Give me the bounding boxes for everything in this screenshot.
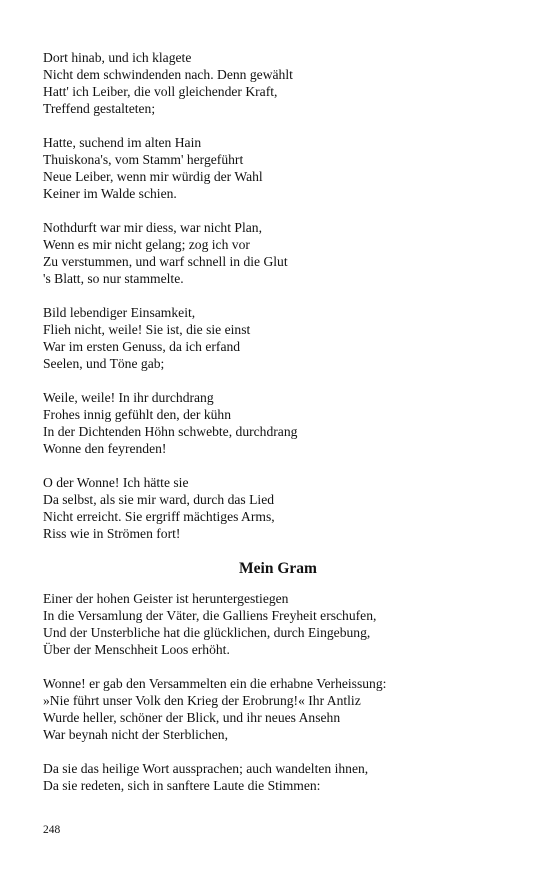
verse-line: Wonne! er gab den Versammelten ein die erhabne Verheissung: <box>43 676 387 691</box>
verse-line: 's Blatt, so nur stammelte. <box>43 271 184 286</box>
verse-line: Hatt' ich Leiber, die voll gleichender Kraft, <box>43 84 278 99</box>
verse-line: Flieh nicht, weile! Sie ist, die sie einst <box>43 322 251 337</box>
verse-line: War beynah nicht der Sterblichen, <box>43 727 228 742</box>
page-body <box>43 49 513 811</box>
stanza <box>43 304 513 372</box>
verse-line: Zu verstummen, und warf schnell in die Glut <box>43 254 288 269</box>
verse-line: Da selbst, als sie mir ward, durch das Lied <box>43 492 275 507</box>
verse-line: Thuiskona's, vom Stamm' hergeführt <box>43 152 244 167</box>
verse-line: Hatte, suchend im alten Hain <box>43 135 202 150</box>
poem-previous-continuation <box>43 49 513 542</box>
stanza <box>43 675 513 743</box>
verse-line: Über der Menschheit Loos erhöht. <box>43 642 230 657</box>
verse-line: Und der Unsterbliche hat die glücklichen, durch Eingebung, <box>43 625 371 640</box>
verse-line: Einer der hohen Geister ist heruntergestiegen <box>43 591 289 606</box>
poem-title: Mein Gram <box>239 560 317 577</box>
stanza <box>43 474 513 542</box>
stanza <box>43 760 513 794</box>
verse-line: War im ersten Genuss, da ich erfand <box>43 339 241 354</box>
page-number: 248 <box>43 824 61 836</box>
stanza <box>43 590 513 658</box>
verse-line: Treffend gestalteten; <box>43 101 156 116</box>
verse-line: Da sie redeten, sich in sanftere Laute die Stimmen: <box>43 778 321 793</box>
verse-line: Wenn es mir nicht gelang; zog ich vor <box>43 237 250 252</box>
poem-mein-gram <box>43 590 513 794</box>
stanza <box>43 49 513 117</box>
verse-line: Nicht dem schwindenden nach. Denn gewählt <box>43 67 293 82</box>
verse-line: Frohes innig gefühlt den, der kühn <box>43 407 232 422</box>
stanza <box>43 219 513 287</box>
verse-line: Da sie das heilige Wort aussprachen; auch wandelten ihnen, <box>43 761 369 776</box>
verse-line: Dort hinab, und ich klagete <box>43 50 192 65</box>
verse-line: In die Versamlung der Väter, die Galliens Freyheit erschufen, <box>43 608 377 623</box>
verse-line: O der Wonne! Ich hätte sie <box>43 475 189 490</box>
verse-line: Neue Leiber, wenn mir würdig der Wahl <box>43 169 263 184</box>
verse-line: Wurde heller, schöner der Blick, und ihr neues Ansehn <box>43 710 341 725</box>
verse-line: Riss wie in Strömen fort! <box>43 526 181 541</box>
stanza <box>43 389 513 457</box>
verse-line: Keiner im Walde schien. <box>43 186 177 201</box>
verse-line: Wonne den feyrenden! <box>43 441 167 456</box>
stanza <box>43 134 513 202</box>
verse-line: »Nie führt unser Volk den Krieg der Erobrung!« Ihr Antliz <box>43 693 361 708</box>
verse-line: Weile, weile! In ihr durchdrang <box>43 390 214 405</box>
verse-line: Seelen, und Töne gab; <box>43 356 165 371</box>
verse-line: In der Dichtenden Höhn schwebte, durchdrang <box>43 424 298 439</box>
verse-line: Nothdurft war mir diess, war nicht Plan, <box>43 220 262 235</box>
verse-line: Bild lebendiger Einsamkeit, <box>43 305 196 320</box>
verse-line: Nicht erreicht. Sie ergriff mächtiges Arms, <box>43 509 275 524</box>
